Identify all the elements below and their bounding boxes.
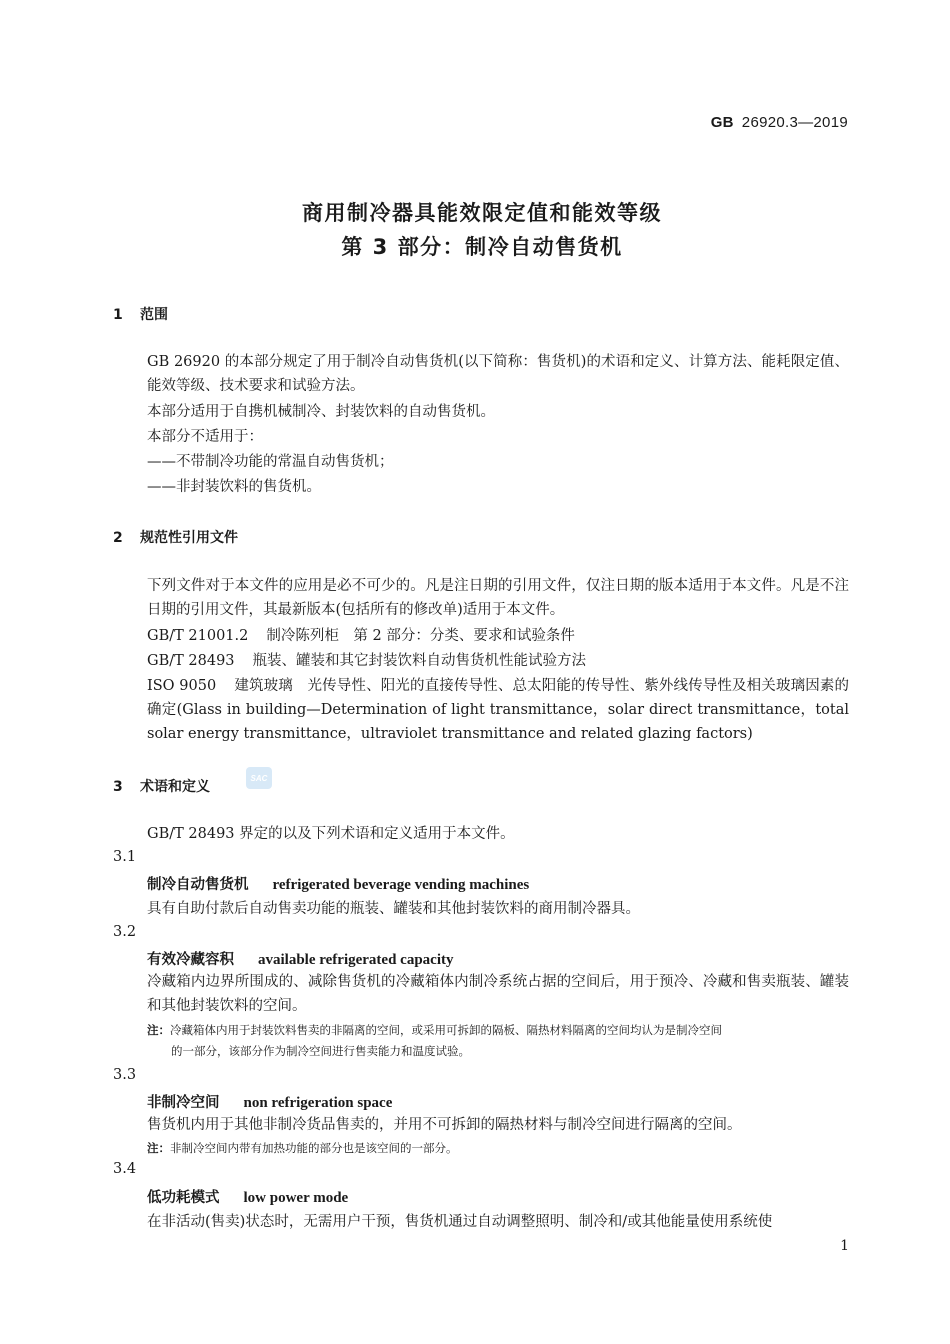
paragraph: 本部分不适用于： [147,429,263,445]
list-item: ——不带制冷功能的常温自动售货机； [147,454,394,470]
paragraph: 下列文件对于本文件的应用是必不可少的。凡是注日期的引用文件，仅注日期的版本适用于本文件。凡是不注日期的引用文件，其最新版本(包括所有的修改单)适用于本文件。 [147,578,849,618]
term-number: 3.1 [113,849,137,865]
term-note: 注：非制冷空间内带有加热功能的部分也是该空间的一部分。 [147,1141,458,1155]
document-subtitle: 第 3 部分：制冷自动售货机 [341,235,623,259]
reference-item: GB/T 21001.2 制冷陈列柜 第 2 部分：分类、要求和试验条件 [147,628,575,644]
section-heading-normative-references: 2 规范性引用文件 [113,530,238,546]
term-title: 低功耗模式 low power mode [147,1190,349,1206]
page-number: 1 [840,1238,849,1254]
term-title: 有效冷藏容积 available refrigerated capacity [147,952,454,968]
term-definition: 具有自助付款后自动售卖功能的瓶装、罐装和其他封装饮料的商用制冷器具。 [147,901,640,917]
term-definition: 售货机内用于其他非制冷货品售卖的，并用不可拆卸的隔热材料与制冷空间进行隔离的空间。 [147,1117,742,1133]
standard-number: GB 26920.3—2019 [710,114,848,131]
section-heading-terms-definitions: 3 术语和定义 [113,779,210,795]
section-heading-scope: 1 范围 [113,307,168,323]
term-number: 3.2 [113,924,137,940]
term-title: 非制冷空间 non refrigeration space [147,1095,393,1111]
term-title: 制冷自动售货机 refrigerated beverage vending machines [147,877,530,893]
paragraph: GB/T 28493 界定的以及下列术语和定义适用于本文件。 [147,826,515,842]
list-item: ——非封装饮料的售货机。 [147,479,321,495]
term-definition: 冷藏箱内边界所围成的、减除售货机的冷藏箱体内制冷系统占据的空间后，用于预冷、冷藏和售卖瓶装、罐装和其他封装饮料的空间。 [147,974,849,1014]
paragraph: 本部分适用于自携机械制冷、封装饮料的自动售货机。 [147,404,495,420]
document-title: 商用制冷器具能效限定值和能效等级 [302,201,662,225]
reference-item: GB/T 28493 瓶装、罐装和其它封装饮料自动售货机性能试验方法 [147,653,587,669]
term-definition: 在非活动(售卖)状态时，无需用户干预，售货机通过自动调整照明、制冷和/或其他能量使用系统使 [147,1214,773,1230]
reference-item: ISO 9050 建筑玻璃 光传导性、阳光的直接传导性、总太阳能的传导性、紫外线传导性及相关玻璃因素的确定(Glass in building—Determination of light transmittance，solar direct transmittance，total solar energy transmittance，ultraviolet transmittance and related glazing factors) [147,678,849,742]
term-number: 3.3 [113,1067,137,1083]
term-number: 3.4 [113,1161,137,1177]
sac-watermark-logo: SAC [246,767,272,789]
term-note: 注：冷藏箱体内用于封装饮料售卖的非隔离的空间，或采用可拆卸的隔板、隔热材料隔离的空间均认为是制冷空间 的一部分，该部分作为制冷空间进行售卖能力和温度试验。 [147,1023,722,1058]
paragraph: GB 26920 的本部分规定了用于制冷自动售货机(以下简称：售货机)的术语和定义、计算方法、能耗限定值、能效等级、技术要求和试验方法。 [147,354,849,394]
